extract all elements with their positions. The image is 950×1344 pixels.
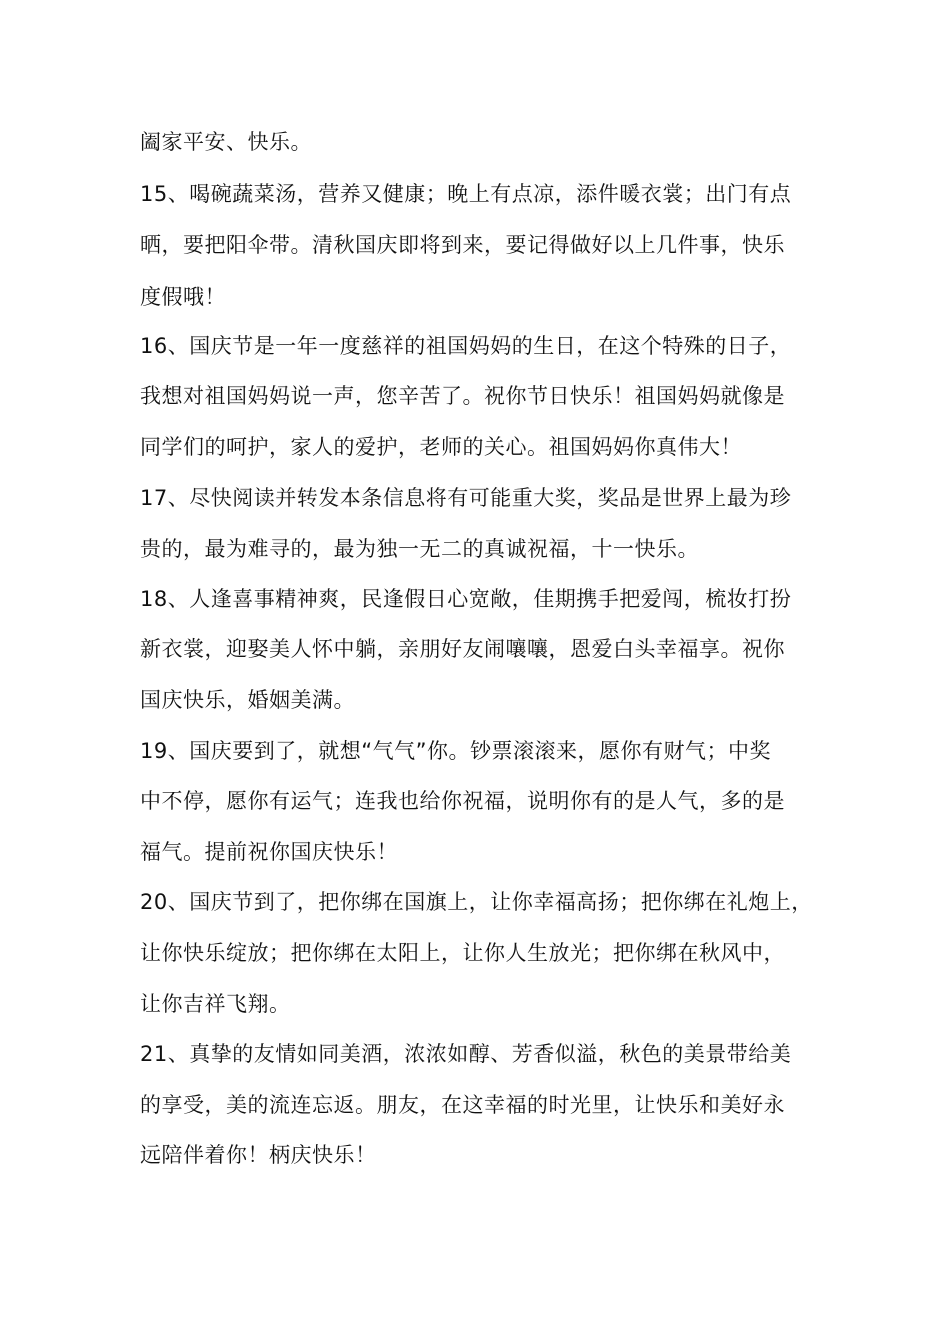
text-line: 17、尽快阅读并转发本条信息将有可能重大奖，奖品是世界上最为珍 bbox=[140, 486, 792, 510]
text-line: 让你快乐绽放；把你绑在太阳上，让你人生放光；把你绑在秋风中， bbox=[140, 941, 785, 965]
text-line: 的享受，美的流连忘返。朋友，在这幸福的时光里，让快乐和美好永 bbox=[140, 1093, 785, 1117]
text-line: 我想对祖国妈妈说一声，您辛苦了。祝你节日快乐！祖国妈妈就像是 bbox=[140, 384, 785, 408]
text-line: 福气。提前祝你国庆快乐！ bbox=[140, 840, 398, 864]
text-line: 度假哦！ bbox=[140, 285, 226, 309]
text-line: 21、真挚的友情如同美酒，浓浓如醇、芳香似溢，秋色的美景带给美 bbox=[140, 1042, 792, 1066]
text-line: 中不停，愿你有运气；连我也给你祝福，说明你有的是人气，多的是 bbox=[140, 789, 785, 813]
text-line: 18、人逢喜事精神爽，民逢假日心宽敞，佳期携手把爱闯，梳妆打扮 bbox=[140, 587, 792, 611]
text-line: 19、国庆要到了，就想“气气”你。钞票滚滚来，愿你有财气；中奖 bbox=[140, 739, 771, 763]
text-line: 晒，要把阳伞带。清秋国庆即将到来，要记得做好以上几件事，快乐 bbox=[140, 233, 785, 257]
text-line: 同学们的呵护，家人的爱护，老师的关心。祖国妈妈你真伟大！ bbox=[140, 435, 742, 459]
text-line: 20、国庆节到了，把你绑在国旗上，让你幸福高扬；把你绑在礼炮上， bbox=[140, 890, 813, 914]
text-line: 阖家平安、快乐。 bbox=[140, 130, 312, 154]
text-line: 远陪伴着你！柄庆快乐！ bbox=[140, 1143, 377, 1167]
text-line: 国庆快乐，婚姻美满。 bbox=[140, 688, 355, 712]
text-line: 贵的，最为难寻的，最为独一无二的真诚祝福，十一快乐。 bbox=[140, 537, 699, 561]
text-line: 16、国庆节是一年一度慈祥的祖国妈妈的生日，在这个特殊的日子， bbox=[140, 334, 792, 358]
text-line: 让你吉祥飞翔。 bbox=[140, 992, 291, 1016]
text-line: 新衣裳，迎娶美人怀中躺，亲朋好友闹嚷嚷，恩爱白头幸福享。祝你 bbox=[140, 637, 785, 661]
text-line: 15、喝碗蔬菜汤，营养又健康；晚上有点凉，添件暖衣裳；出门有点 bbox=[140, 182, 792, 206]
